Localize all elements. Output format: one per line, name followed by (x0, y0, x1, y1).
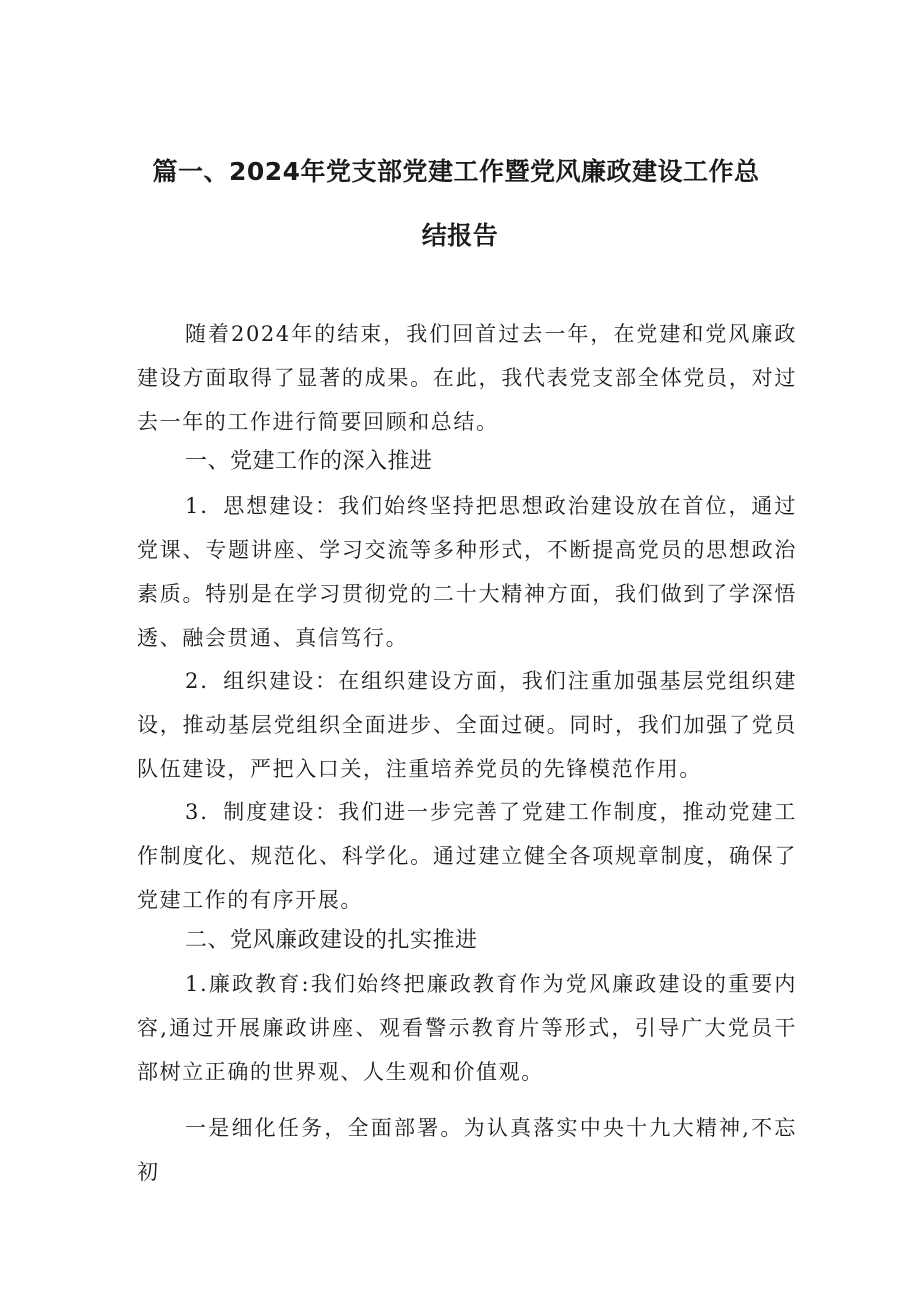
paragraph-integrity-education: 1.廉政教育:我们始终把廉政教育作为党风廉政建设的重要内容,通过开展廉政讲座、观看警示教育片等形式，引导广大党员干部树立正确的世界观、人生观和价值观。 (137, 972, 797, 1084)
intro-paragraph: 随着2024年的结束，我们回首过去一年，在党建和党风廉政建设方面取得了显著的成果。在此，我代表党支部全体党员，对过去一年的工作进行简要回顾和总结。 (137, 322, 797, 434)
document-title-line-2: 结报告 (421, 221, 499, 250)
paragraph-institutional-building: 3．制度建设：我们进一步完善了党建工作制度，推动党建工作制度化、规范化、科学化。通过建立健全各项规章制度，确保了党建工作的有序开展。 (137, 800, 797, 912)
section-heading-integrity-building: 二、党风廉政建设的扎实推进 (185, 928, 478, 953)
paragraph-ideological-building: 1．思想建设：我们始终坚持把思想政治建设放在首位，通过党课、专题讲座、学习交流等多种形式，不断提高党员的思想政治素质。特别是在学习贯彻党的二十大精神方面，我们做到了学深悟透、融会贯通、真信笃行。 (137, 494, 797, 650)
paragraph-organizational-building: 2．组织建设：在组织建设方面，我们注重加强基层党组织建设，推动基层党组织全面进步、全面过硬。同时，我们加强了党员队伍建设，严把入口关，注重培养党员的先锋模范作用。 (137, 669, 797, 781)
document-title-line-1: 篇一、2024年党支部党建工作暨党风廉政建设工作总 (152, 157, 760, 186)
section-heading-party-building: 一、党建工作的深入推进 (185, 449, 433, 474)
paragraph-task-refinement: 一是细化任务，全面部署。为认真落实中央十九大精神,不忘初 (137, 1116, 797, 1184)
